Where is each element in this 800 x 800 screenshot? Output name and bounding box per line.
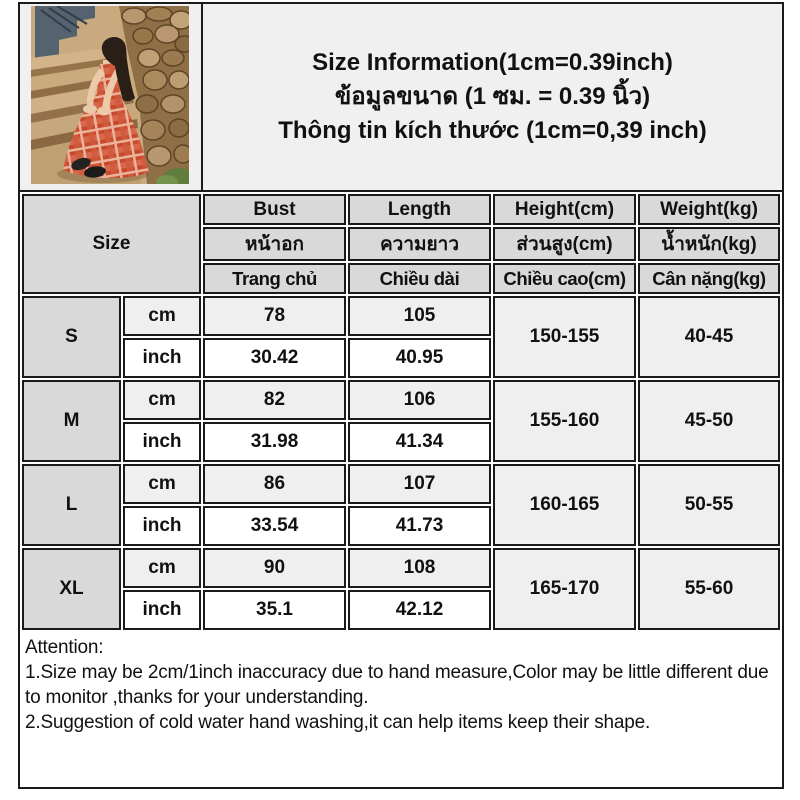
table-row-m-cm xyxy=(22,380,780,420)
unit-label-cm: cm xyxy=(123,548,201,588)
unit-label-inch: inch xyxy=(123,506,201,546)
header-weight-th: น้ำหนัก(kg) xyxy=(638,227,780,261)
attention-note-1: 1.Size may be 2cm/1inch inaccuracy due to hand measure,Color may be little different due to monitor ,thanks for your understanding. xyxy=(25,662,769,708)
header-bust-th: หน้าอก xyxy=(203,227,346,261)
cell-xl-length-inch: 42.12 xyxy=(348,590,491,630)
product-photo xyxy=(31,6,189,184)
cell-s-bust-cm: 78 xyxy=(203,296,346,336)
unit-label-inch: inch xyxy=(123,422,201,462)
cell-l-height: 160-165 xyxy=(493,464,636,546)
size-label-m: M xyxy=(22,380,121,462)
attention-notes xyxy=(20,631,782,735)
unit-label-inch: inch xyxy=(123,338,201,378)
size-label-l: L xyxy=(22,464,121,546)
cell-s-length-cm: 105 xyxy=(348,296,491,336)
cell-xl-height: 165-170 xyxy=(493,548,636,630)
cell-m-length-cm: 106 xyxy=(348,380,491,420)
attention-heading: Attention: xyxy=(25,637,104,658)
unit-label-cm: cm xyxy=(123,296,201,336)
header-length-th: ความยาว xyxy=(348,227,491,261)
cell-s-length-inch: 40.95 xyxy=(348,338,491,378)
unit-label-cm: cm xyxy=(123,380,201,420)
cell-xl-length-cm: 108 xyxy=(348,548,491,588)
size-header: Size xyxy=(22,194,201,294)
title-vi: Thông tin kích thước (1cm=0,39 inch) xyxy=(278,117,707,144)
unit-label-inch: inch xyxy=(123,590,201,630)
cell-s-height: 150-155 xyxy=(493,296,636,378)
size-label-xl: XL xyxy=(22,548,121,630)
cell-xl-weight: 55-60 xyxy=(638,548,780,630)
size-chart-panel xyxy=(18,2,784,789)
cell-l-weight: 50-55 xyxy=(638,464,780,546)
product-photo-illustration xyxy=(31,6,189,184)
unit-label-cm: cm xyxy=(123,464,201,504)
header-height-vi: Chiều cao(cm) xyxy=(493,263,636,294)
cell-s-weight: 40-45 xyxy=(638,296,780,378)
product-photo-cell xyxy=(20,4,203,190)
table-row-xl-cm xyxy=(22,548,780,588)
title-th: ข้อมูลขนาด (1 ซม. = 0.39 นิ้ว) xyxy=(334,83,651,110)
header-weight-en: Weight(kg) xyxy=(638,194,780,225)
size-label-s: S xyxy=(22,296,121,378)
cell-m-length-inch: 41.34 xyxy=(348,422,491,462)
cell-l-bust-cm: 86 xyxy=(203,464,346,504)
table-row-s-cm xyxy=(22,296,780,336)
cell-xl-bust-cm: 90 xyxy=(203,548,346,588)
header-section xyxy=(20,4,782,192)
header-row-en xyxy=(22,194,780,225)
size-table xyxy=(20,192,782,632)
title-block xyxy=(203,4,782,190)
header-length-vi: Chiều dài xyxy=(348,263,491,294)
table-row-l-cm xyxy=(22,464,780,504)
cell-m-bust-inch: 31.98 xyxy=(203,422,346,462)
title-en: Size Information(1cm=0.39inch) xyxy=(312,49,673,76)
header-height-th: ส่วนสูง(cm) xyxy=(493,227,636,261)
cell-m-bust-cm: 82 xyxy=(203,380,346,420)
cell-m-weight: 45-50 xyxy=(638,380,780,462)
cell-l-length-cm: 107 xyxy=(348,464,491,504)
header-bust-vi: Trang chủ xyxy=(203,263,346,294)
header-height-en: Height(cm) xyxy=(493,194,636,225)
cell-xl-bust-inch: 35.1 xyxy=(203,590,346,630)
cell-l-length-inch: 41.73 xyxy=(348,506,491,546)
attention-note-2: 2.Suggestion of cold water hand washing,it can help items keep their shape. xyxy=(25,712,651,733)
header-bust-en: Bust xyxy=(203,194,346,225)
header-length-en: Length xyxy=(348,194,491,225)
header-weight-vi: Cân nặng(kg) xyxy=(638,263,780,294)
cell-s-bust-inch: 30.42 xyxy=(203,338,346,378)
cell-m-height: 155-160 xyxy=(493,380,636,462)
cell-l-bust-inch: 33.54 xyxy=(203,506,346,546)
